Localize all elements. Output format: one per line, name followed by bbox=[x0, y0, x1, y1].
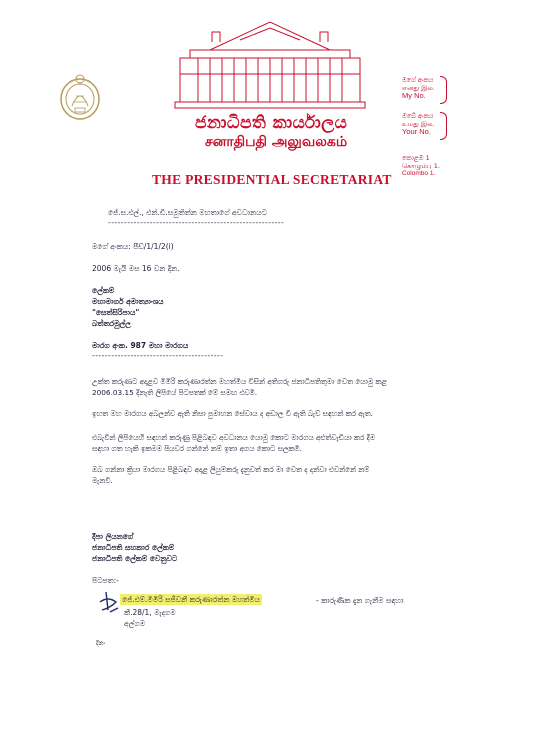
body-paragraph: එබැවින් ලිපියෙහි සඳහන් කරුණු පිළිබඳව අවධානය යොමු කොට මාරගය අළුත්වැඩියා කර දීම සඳහා ගත හැකි ඉකමම පියවර ගන්නේ නම් ඉතා අගය කොට සලකමි. bbox=[92, 433, 376, 453]
copy-to-note: - කාරුණික දැන ගැනීම සඳහා bbox=[316, 596, 404, 605]
recipient-line: මහාමාර්ග අමාත්‍යාංශය bbox=[92, 297, 164, 306]
recipient-line: ලේකම් bbox=[92, 286, 115, 295]
colombo-block: කොළඹ 1 கொழும்பு 1. Colombo 1. bbox=[402, 154, 440, 177]
copy-to-label: පිටපත:- bbox=[92, 576, 119, 585]
sri-lanka-emblem-icon bbox=[58, 72, 102, 122]
letterhead-name-english: THE PRESIDENTIAL SECRETARIAT bbox=[152, 172, 392, 187]
my-number-brace bbox=[440, 76, 447, 104]
your-number-block: ඔබේ අංකය உமது இல. Your No. bbox=[402, 112, 435, 136]
recipient-line: බත්තරමුල්ල bbox=[92, 319, 131, 328]
my-number-block: මගේ අංකය எனது இல. My No. bbox=[402, 76, 435, 100]
body-paragraph: ඔබ ගන්නා ක්‍රියා මාරගය පිළිබඳව අදාළ ලියුම්කරු දැනුවත් කර මා වෙත ද දන්වා එවන්නේ නම් මැනවි. bbox=[92, 465, 370, 485]
recipient-line: "සෙත්සිරිපාය" bbox=[92, 308, 140, 317]
body-paragraph: උක්ත කරුණට අදාළව මීමිරි කරුණාරත්න මහත්මිය විසින් අතිගරු ජනාධිපතිතුමා වෙත යොමු කළ 2006.03.15 දිනැති ලිපියේ පිටපතක් මේ සමඟ එවමි. bbox=[92, 377, 387, 397]
letterhead-name-tamil: சனாதிபதி அலுவலகம் bbox=[205, 134, 348, 150]
copy-to-name bbox=[120, 595, 262, 605]
copy-to-name-highlight: ජේ.එම්.මීමිරි සජීවනී කරුණාරත්න මහත්මිය bbox=[122, 595, 260, 604]
reference-number: මගේ අංකය: පීඩ්/1/1/2(i) bbox=[92, 242, 174, 251]
attention-underline: ------------------------------------------------------- bbox=[108, 218, 285, 227]
subject-line: මාරග අංක. 987 මහා මාරගය bbox=[92, 341, 189, 350]
signatory-title: ජනාධිපති සහකාර ලේකම් bbox=[92, 543, 175, 552]
attention-line: ජේ.ස.එල්., එන්.ඩී.සමුතිත්න මහතාගේ අවධානයට bbox=[108, 208, 267, 217]
your-number-brace bbox=[440, 112, 447, 140]
presidential-secretariat-building-icon bbox=[170, 12, 370, 112]
body-paragraph: ඉහත මහ මාරගය අබලන්ව ඇති නිසා පුමාහන සේවාය ද අඩාල වී ඇති බැව් සඳහන් කර ඇත. bbox=[92, 409, 373, 418]
copy-to-address-line: අල්ගම bbox=[124, 619, 146, 628]
subject-underline: ----------------------------------------- bbox=[92, 351, 224, 360]
footer-note: දිනං bbox=[96, 640, 106, 647]
copy-to-address-line: කී.28/1, මැදගම bbox=[124, 608, 176, 617]
letter-date: 2006 මැයි මස 16 වන දින. bbox=[92, 264, 180, 273]
letterhead-name-sinhala: ජනාධිපති කාර්යාලය bbox=[195, 113, 348, 133]
signatory-name: දීපා ලියනගේ bbox=[92, 532, 134, 541]
signatory-on-behalf: ජනාධිපති ලේකම් වෙනුවට bbox=[92, 554, 178, 563]
